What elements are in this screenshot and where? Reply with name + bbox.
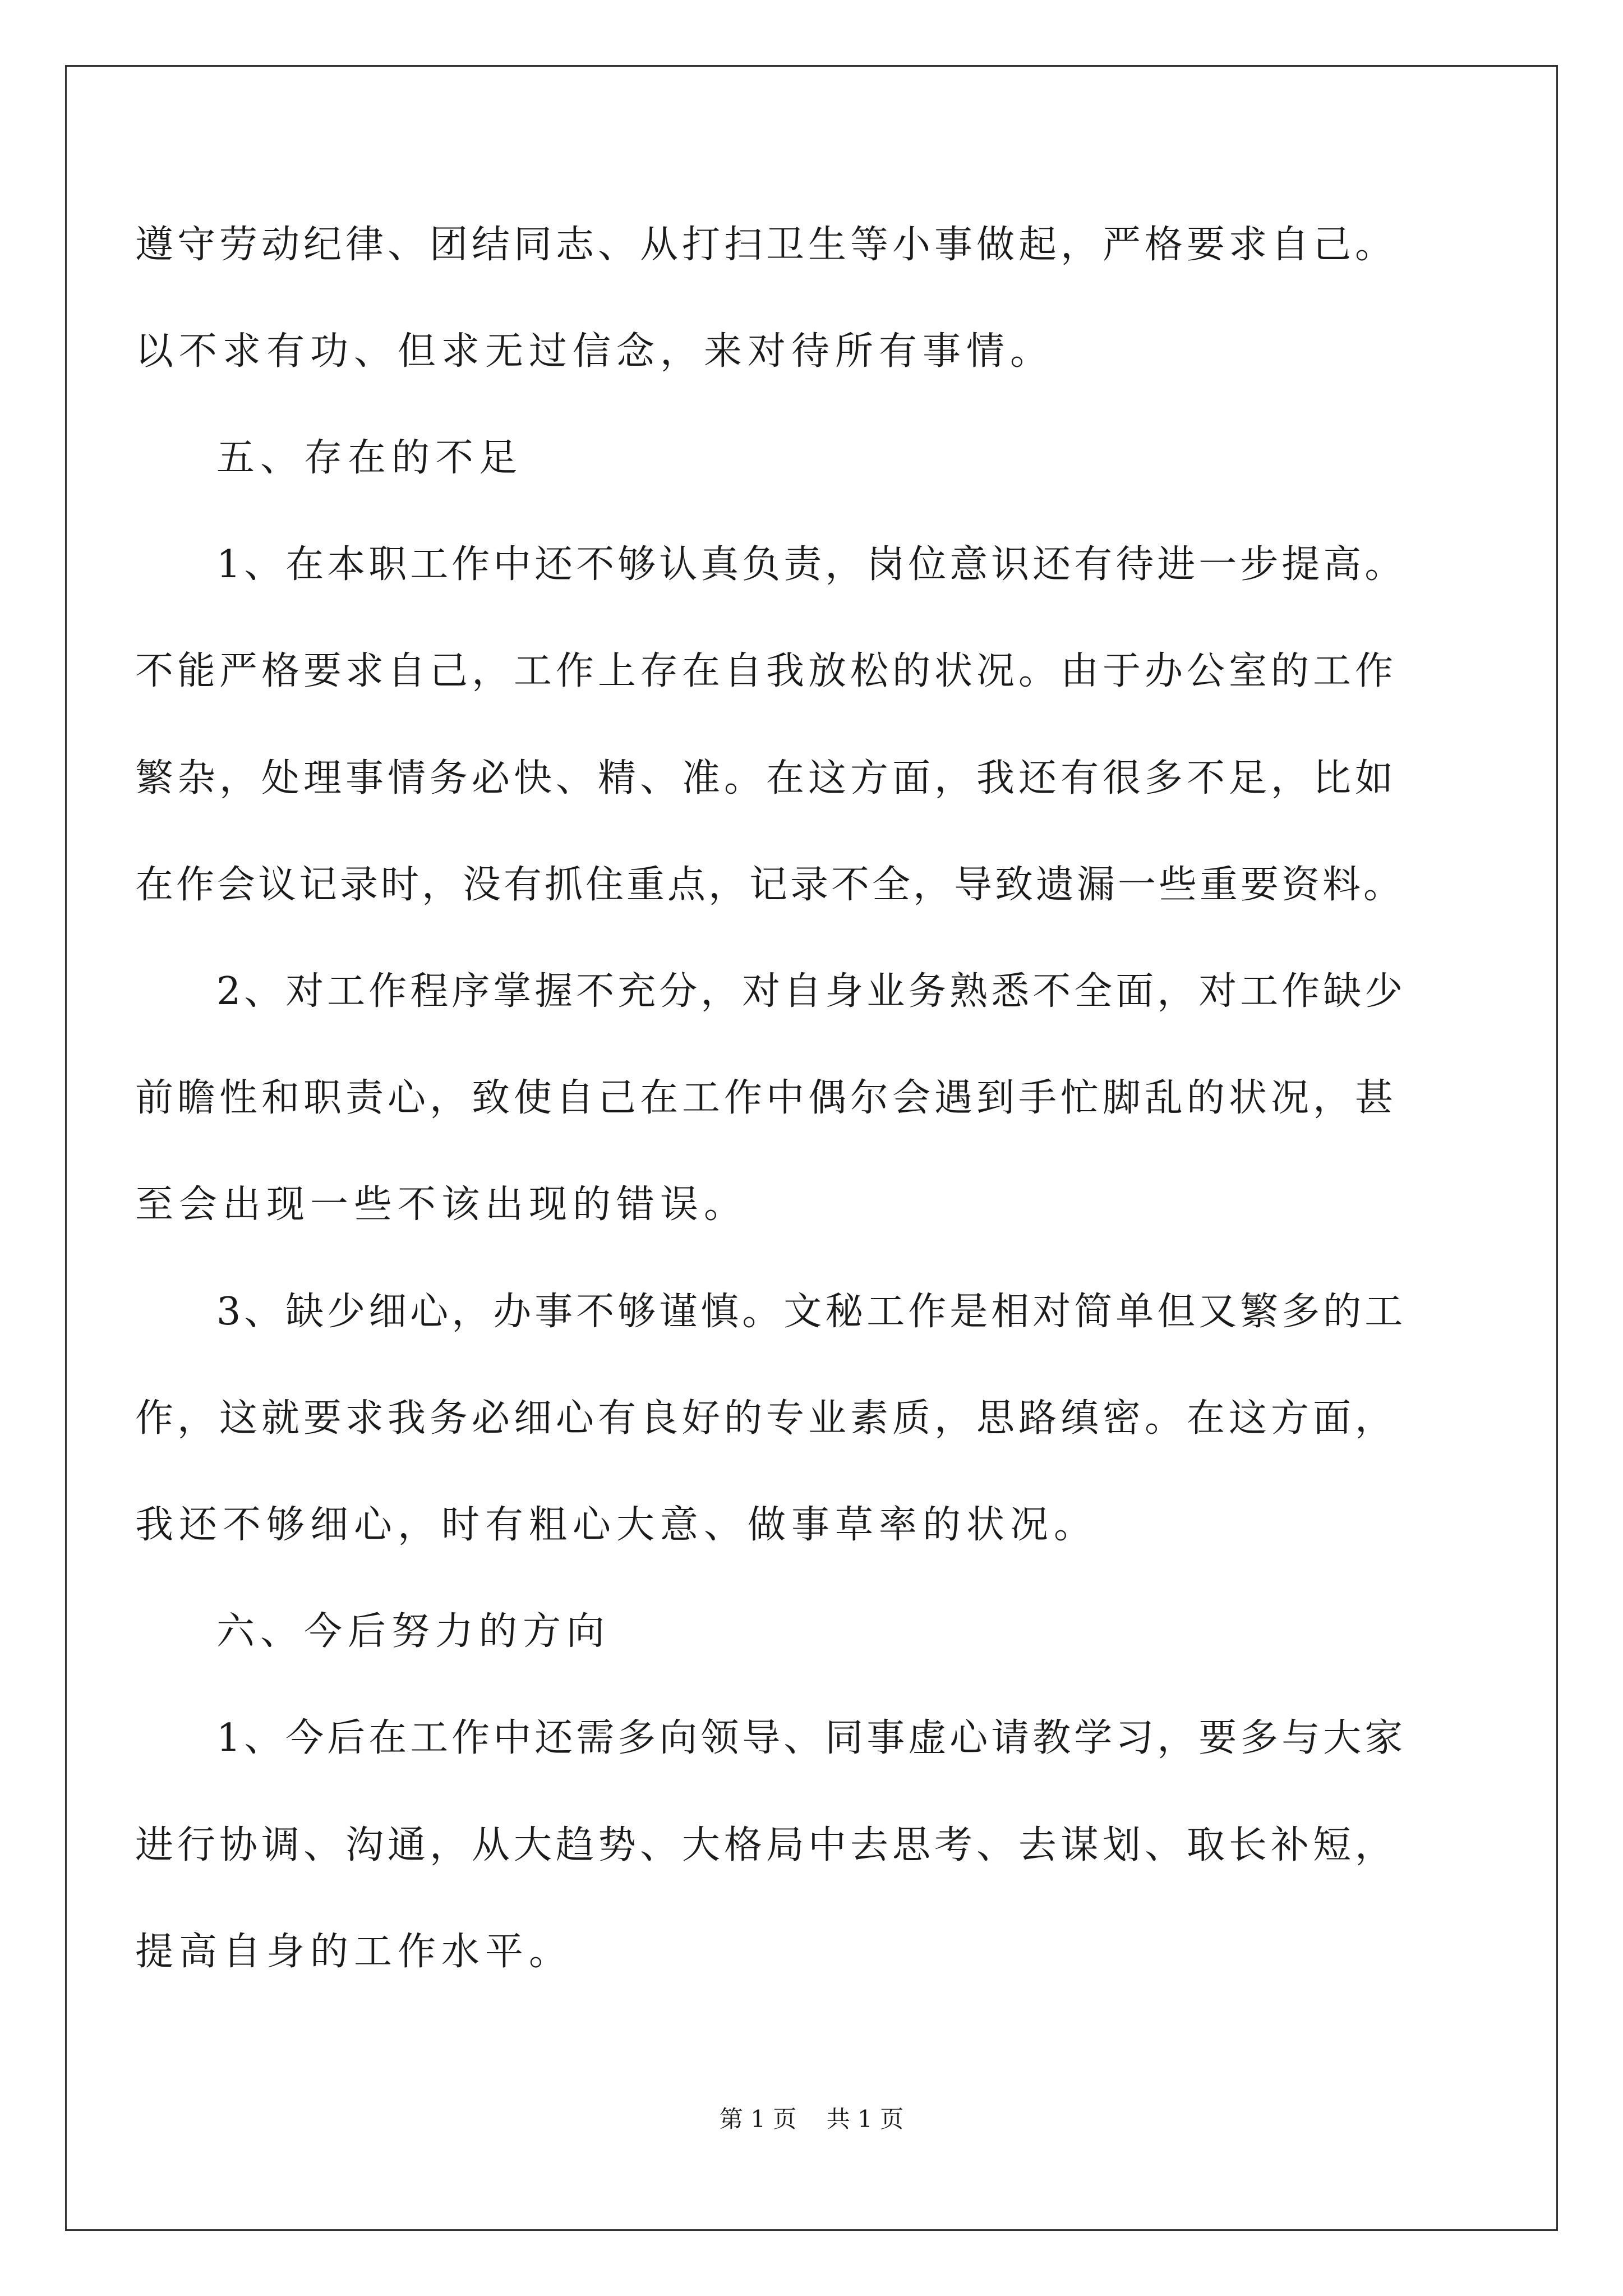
paragraph-line: 在作会议记录时，没有抓住重点，记录不全，导致遗漏一些重要资料。 [135, 863, 1405, 907]
section-heading: 五、存在的不足 [216, 436, 523, 480]
paragraph-line: 2、对工作程序掌握不充分，对自身业务熟悉不全面，对工作缺少 [216, 969, 1407, 1014]
paragraph-line: 不能严格要求自己，工作上存在自我放松的状况。由于办公室的工作 [135, 649, 1398, 693]
page-border [65, 65, 1558, 2231]
paragraph-line: 繁杂，处理事情务必快、精、准。在这方面，我还有很多不足，比如 [135, 756, 1398, 800]
paragraph-line: 提高自身的工作水平。 [135, 1930, 573, 1974]
paragraph-line: 前瞻性和职责心，致使自己在工作中偶尔会遇到手忙脚乱的状况，甚 [135, 1076, 1398, 1120]
paragraph-line: 至会出现一些不该出现的错误。 [135, 1182, 748, 1227]
paragraph-line: 作，这就要求我务必细心有良好的专业素质，思路缜密。在这方面， [135, 1396, 1398, 1441]
paragraph-line: 遵守劳动纪律、团结同志、从打扫卫生等小事做起，严格要求自己。 [135, 223, 1398, 267]
paragraph-line: 3、缺少细心，办事不够谨慎。文秘工作是相对简单但又繁多的工 [216, 1290, 1407, 1334]
page-number-footer: 第 1 页 共 1 页 [719, 2105, 904, 2133]
paragraph-line: 我还不够细心，时有粗心大意、做事草率的状况。 [135, 1503, 1098, 1547]
paragraph-line: 进行协调、沟通，从大趋势、大格局中去思考、去谋划、取长补短， [135, 1823, 1398, 1867]
paragraph-line: 1、在本职工作中还不够认真负责，岗位意识还有待进一步提高。 [216, 542, 1407, 587]
paragraph-line: 1、今后在工作中还需多向领导、同事虚心请教学习，要多与大家 [216, 1716, 1407, 1760]
paragraph-line: 以不求有功、但求无过信念，来对待所有事情。 [135, 329, 1054, 374]
section-heading: 六、今后努力的方向 [216, 1609, 611, 1654]
